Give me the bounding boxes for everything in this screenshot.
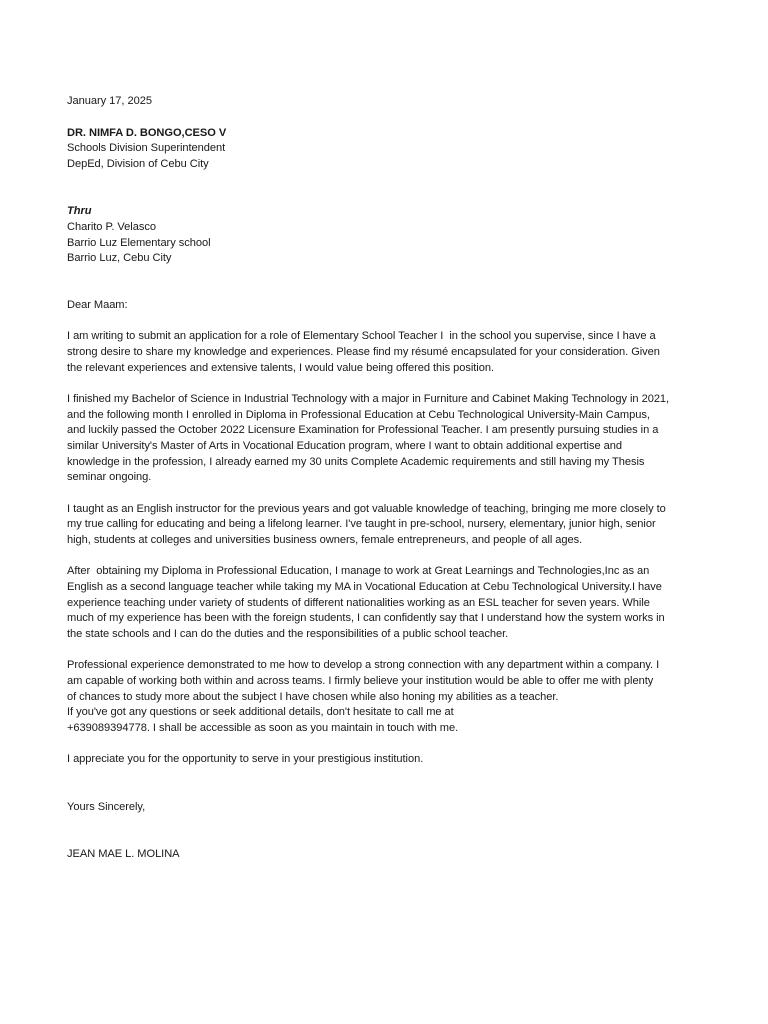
recipient-office: DepEd, Division of Cebu City [67,157,209,170]
paragraph-appreciation [67,752,707,768]
paragraph-line: am capable of working both within and across teams. I firmly believe your institution would be able to offer me with plenty [67,675,654,688]
contact-phone-line: +639089394778. I shall be accessible as soon as you maintain in touch with me. [67,721,459,734]
paragraph-line: seminar ongoing. [67,471,152,484]
recipient-block [67,126,707,173]
paragraph-teaching [67,502,707,549]
closing: Yours Sincerely, [67,801,146,813]
paragraph-line: similar University's Master of Arts in Vocational Education program, where I want to obtain additional expertise and [67,439,622,452]
paragraph-line: my true calling for educating and being a lifelong learner. I've taught in pre-school, nursery, elementary, junior high, senior [67,518,656,531]
paragraph-line: and luckily passed the October 2022 Licensure Examination for Professional Teacher. I am presently pursuing studies in a [67,424,659,437]
thru-block [67,204,707,266]
paragraph-experience [67,564,707,642]
paragraph-line: high, students at colleges and universities business owners, female entrepreneurs, and people of all ages. [67,533,583,546]
paragraph-application [67,329,707,376]
paragraph-line: I finished my Bachelor of Science in Industrial Technology with a major in Furniture and Cabinet Making Technology in 2021, [67,393,670,406]
paragraph-line: I appreciate you for the opportunity to serve in your prestigious institution. [67,753,424,766]
paragraph-line: After obtaining my Diploma in Professional Education, I manage to work at Great Learnings and Technologies,Inc as an [67,565,650,578]
paragraph-line: much of my experience has been with the foreign students, I can confidently say that I understand how the system works in [67,612,665,625]
paragraph-line: and the following month I enrolled in Diploma in Professional Education at Cebu Technological University-Main Campus, [67,408,650,421]
paragraph-line: experience teaching under variety of students of different nationalities working as an ESL teacher for seven years. While [67,596,650,609]
thru-school: Barrio Luz Elementary school [67,236,211,249]
paragraph-line: knowledge in the profession, I already earned my 30 units Complete Academic requirements and still having my Thesis [67,455,645,468]
thru-name: Charito P. Velasco [67,220,156,233]
paragraph-line: of chances to study more about the subject I have chosen while also honing my abilities as a teacher. [67,690,559,703]
signature-name: JEAN MAE L. MOLINA [67,847,180,860]
paragraph-line: I am writing to submit an application for a role of Elementary School Teacher I in the school you supervise, since I have a [67,330,656,343]
paragraph-line: English as a second language teacher while taking my MA in Vocational Education at Cebu Technological University.I have [67,581,662,594]
letter-date: January 17, 2025 [67,95,152,107]
paragraph-education [67,392,707,486]
paragraph-line: the state schools and I can do the duties and the responsibilities of a public school teacher. [67,627,509,640]
paragraph-line: If you've got any questions or seek additional details, don't hesitate to call me at [67,706,454,719]
thru-label: Thru [67,205,92,218]
paragraph-line: Professional experience demonstrated to me how to develop a strong connection with any department within a company. I [67,659,660,672]
recipient-name: DR. NIMFA D. BONGO,CESO V [67,126,227,139]
thru-address: Barrio Luz, Cebu City [67,252,172,265]
paragraph-line: strong desire to share my knowledge and experiences. Please find my résumé encapsulated for your consideration. Given [67,345,660,358]
cover-letter [67,94,707,862]
paragraph-professional [67,658,707,736]
paragraph-line: the relevant experiences and extensive talents, I would value being offered this position. [67,361,494,374]
paragraph-line: I taught as an English instructor for the previous years and got valuable knowledge of teaching, bringing me more closely to [67,502,666,515]
salutation: Dear Maam: [67,298,128,311]
recipient-title: Schools Division Superintendent [67,142,226,155]
